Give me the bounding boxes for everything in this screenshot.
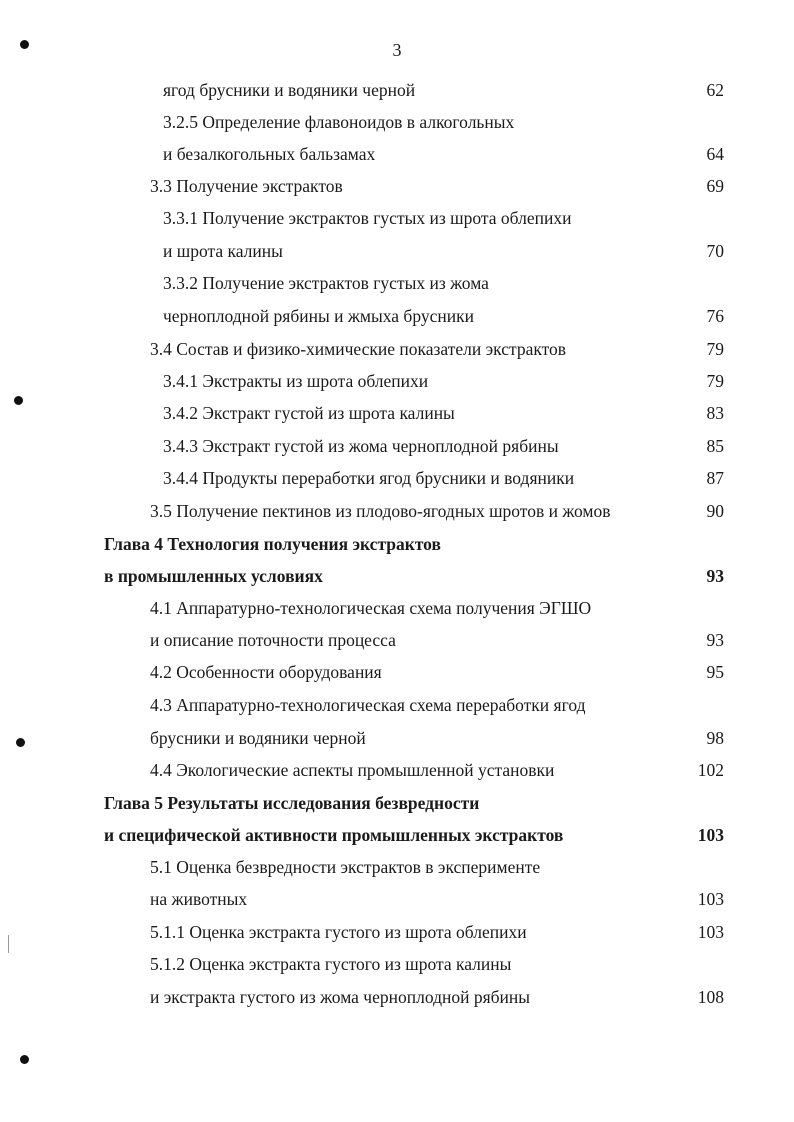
toc-entry-title: 4.1 Аппаратурно-технологическая схема получения ЭГШО bbox=[150, 598, 592, 618]
toc-entry-title: 3.4.4 Продукты переработки ягод брусники и водяники bbox=[163, 468, 575, 488]
toc-entry-page: 76 bbox=[706, 306, 724, 326]
toc-entry-page: 85 bbox=[706, 436, 724, 456]
toc-entry-page: 103 bbox=[697, 825, 724, 845]
toc-entry-title: брусники и водяники черной bbox=[150, 728, 366, 748]
toc-entry bbox=[0, 823, 794, 847]
toc-entry-page: 90 bbox=[706, 501, 724, 521]
toc-entry-page: 69 bbox=[706, 176, 724, 196]
toc-entry-title: и специфической активности промышленных экстрактов bbox=[104, 825, 564, 845]
toc-entry bbox=[0, 369, 794, 393]
toc-entry bbox=[0, 660, 794, 684]
toc-entry-page: 103 bbox=[697, 922, 724, 942]
toc-entry-title: 5.1.2 Оценка экстракта густого из шрота калины bbox=[150, 954, 512, 974]
toc-entry-page: 79 bbox=[706, 371, 724, 391]
toc-entry-page: 87 bbox=[706, 468, 724, 488]
toc-entry bbox=[0, 920, 794, 944]
toc-entry bbox=[0, 110, 794, 134]
toc-entry bbox=[0, 726, 794, 750]
toc-entry-page: 95 bbox=[706, 662, 724, 682]
toc-entry-title: и шрота калины bbox=[163, 241, 283, 261]
toc-entry-title: черноплодной рябины и жмыха брусники bbox=[163, 306, 474, 326]
toc-entry-page: 98 bbox=[706, 728, 724, 748]
toc-entry-page: 108 bbox=[697, 987, 724, 1007]
toc-entry-title: и безалкогольных бальзамах bbox=[163, 144, 376, 164]
toc-entry bbox=[0, 142, 794, 166]
toc-entry bbox=[0, 434, 794, 458]
toc-entry-page: 70 bbox=[706, 241, 724, 261]
toc-entry bbox=[0, 499, 794, 523]
binder-hole-mark bbox=[20, 40, 29, 49]
toc-entry bbox=[0, 206, 794, 230]
toc-entry bbox=[0, 174, 794, 198]
toc-entry-title: 3.2.5 Определение флавоноидов в алкогольных bbox=[163, 112, 515, 132]
toc-entry-page: 93 bbox=[706, 630, 724, 650]
toc-entry-title: 3.3.1 Получение экстрактов густых из шрота облепихи bbox=[163, 208, 572, 228]
binder-hole-mark bbox=[20, 1055, 29, 1064]
toc-entry-title: 3.5 Получение пектинов из плодово-ягодных шротов и жомов bbox=[150, 501, 611, 521]
toc-entry bbox=[0, 952, 794, 976]
toc-entry-title: 3.4.2 Экстракт густой из шрота калины bbox=[163, 403, 455, 423]
toc-entry bbox=[0, 758, 794, 782]
toc-entry-title: 3.4.1 Экстракты из шрота облепихи bbox=[163, 371, 429, 391]
toc-entry bbox=[0, 564, 794, 588]
toc-entry-title: 5.1.1 Оценка экстракта густого из шрота облепихи bbox=[150, 922, 527, 942]
toc-entry-page: 64 bbox=[706, 144, 724, 164]
toc-entry-title: 3.4.3 Экстракт густой из жома черноплодной рябины bbox=[163, 436, 559, 456]
toc-entry-title: ягод брусники и водяники черной bbox=[163, 80, 416, 100]
toc-entry-page: 103 bbox=[697, 889, 724, 909]
toc-entry-title: 3.4 Состав и физико-химические показатели экстрактов bbox=[150, 339, 567, 359]
toc-entry-page: 79 bbox=[706, 339, 724, 359]
toc-entry-page: 83 bbox=[706, 403, 724, 423]
toc-entry-title: 5.1 Оценка безвредности экстрактов в эксперименте bbox=[150, 857, 541, 877]
toc-entry-title: Глава 5 Результаты исследования безвредности bbox=[104, 793, 480, 813]
toc-entry-title: 4.3 Аппаратурно-технологическая схема переработки ягод bbox=[150, 695, 586, 715]
toc-entry-title: и описание поточности процесса bbox=[150, 630, 396, 650]
toc-entry bbox=[0, 337, 794, 361]
toc-entry bbox=[0, 693, 794, 717]
toc-entry-title: 3.3.2 Получение экстрактов густых из жома bbox=[163, 273, 489, 293]
toc-entry bbox=[0, 466, 794, 490]
toc-entry bbox=[0, 628, 794, 652]
toc-entry bbox=[0, 596, 794, 620]
toc-entry bbox=[0, 304, 794, 328]
toc-entry bbox=[0, 855, 794, 879]
toc-entry-title: на животных bbox=[150, 889, 248, 909]
toc-entry-title: в промышленных условиях bbox=[104, 566, 323, 586]
toc-entry bbox=[0, 532, 794, 556]
toc-entry bbox=[0, 791, 794, 815]
toc-entry-page: 102 bbox=[697, 760, 724, 780]
toc-entry bbox=[0, 271, 794, 295]
toc-entry bbox=[0, 985, 794, 1009]
page-number: 3 bbox=[392, 40, 402, 60]
toc-entry-page: 93 bbox=[706, 566, 724, 586]
toc-entry-title: 4.2 Особенности оборудования bbox=[150, 662, 382, 682]
toc-entry bbox=[0, 239, 794, 263]
toc-entry bbox=[0, 887, 794, 911]
toc-entry-title: 4.4 Экологические аспекты промышленной установки bbox=[150, 760, 555, 780]
toc-entry-title: Глава 4 Технология получения экстрактов bbox=[104, 534, 441, 554]
toc-entry bbox=[0, 401, 794, 425]
toc-entry-title: и экстракта густого из жома черноплодной рябины bbox=[150, 987, 531, 1007]
toc-entry-page: 62 bbox=[706, 80, 724, 100]
toc-entry-title: 3.3 Получение экстрактов bbox=[150, 176, 343, 196]
toc-entry bbox=[0, 78, 794, 102]
